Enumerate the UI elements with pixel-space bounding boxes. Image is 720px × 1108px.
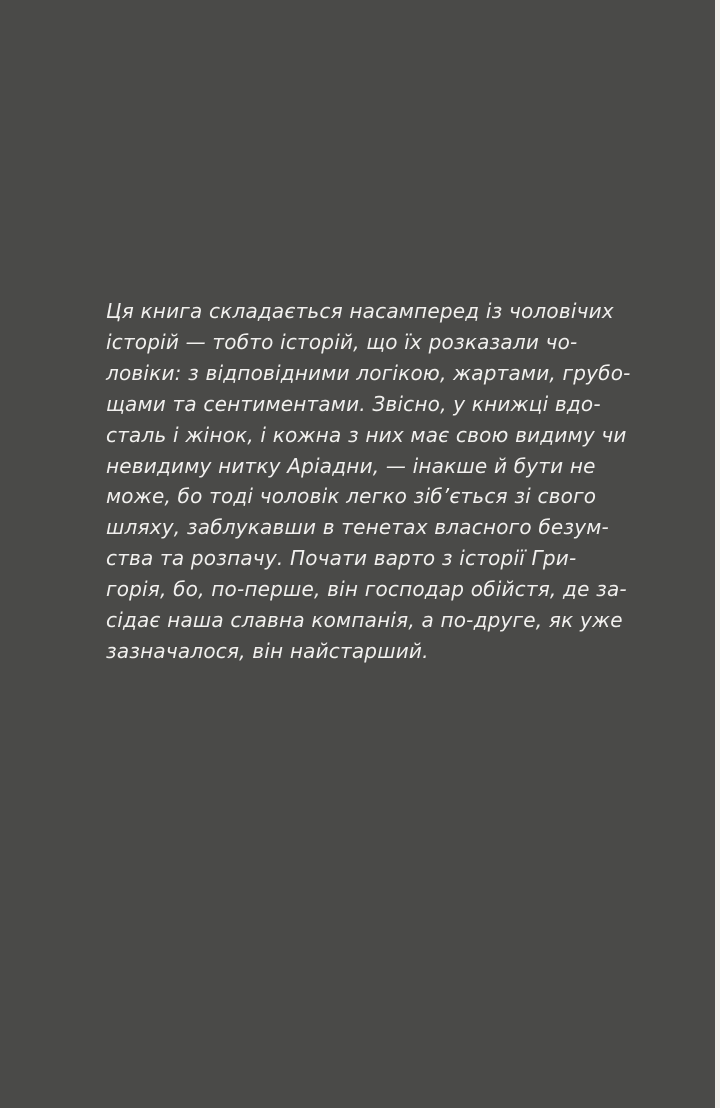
text-line: сідає наша славна компанія, а по-друге, як уже: [106, 608, 623, 633]
text-line: ловіки: з відповідними логікою, жартами, грубо-: [106, 360, 631, 385]
text-line: може, бо тоді чоловік легко зіб’ється зі свого: [106, 484, 597, 509]
text-line: невидиму нитку Аріадни, — інакше й бути не: [106, 453, 596, 478]
book-paragraph: [106, 296, 631, 667]
text-line: зазначалося, він найстарший.: [106, 638, 429, 663]
page-edge-strip: [715, 0, 720, 1108]
text-line: сталь і жінок, і кожна з них має свою видиму чи: [106, 422, 627, 447]
text-line: горія, бо, по-перше, він господар обійстя, де за-: [106, 577, 627, 602]
text-line: історій — тобто історій, що їх розказали чо-: [106, 329, 578, 354]
text-line: Ця книга складається насамперед із чоловічих: [106, 299, 614, 323]
text-line: шляху, заблукавши в тенетах власного безум-: [106, 515, 609, 540]
text-line: ства та розпачу. Почати варто з історії Гри-: [106, 546, 577, 571]
text-line: щами та сентиментами. Звісно, у книжці вдо-: [106, 391, 601, 416]
